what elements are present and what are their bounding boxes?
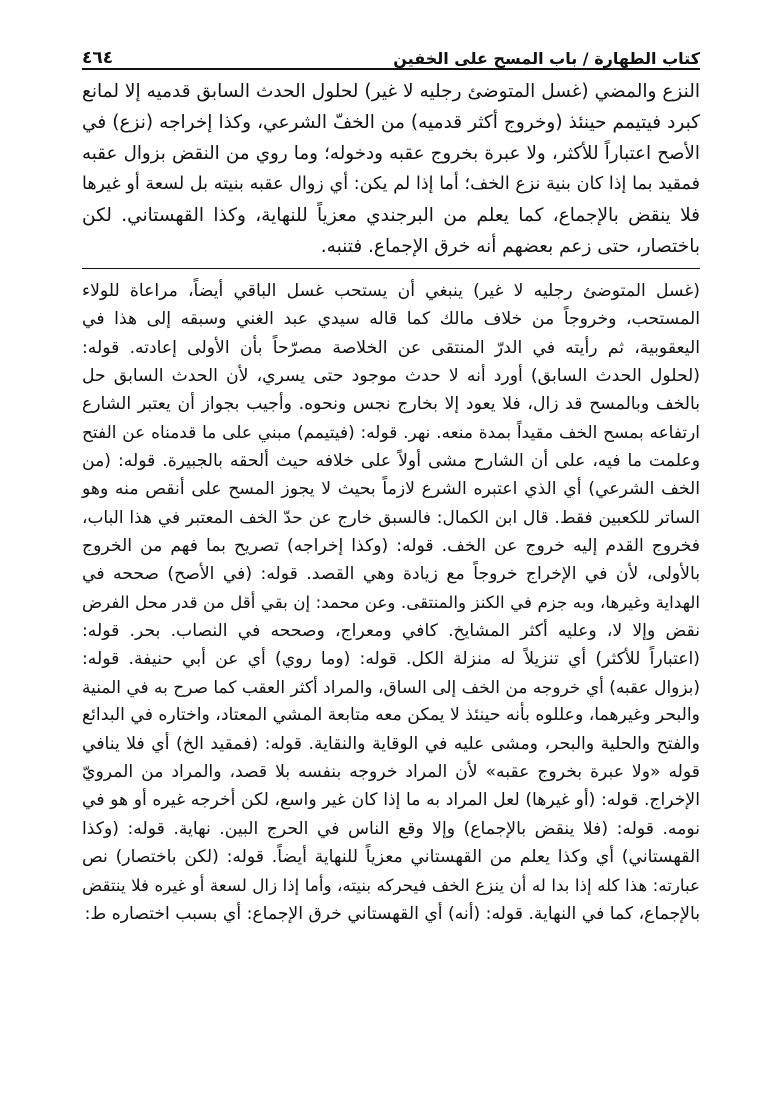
- commentary-line: قوله «ولا عبرة بخروج عقبه» لأن المراد خروجه بنفسه بلا قصد، والمراد من المرويّ: [82, 762, 700, 783]
- commentary-line: الخف الشرعي) أي الذي اعتبره الشرع لازماً بحيث لا يجوز المسح على أنقص منه وهو: [82, 479, 700, 500]
- commentary-line: الساتر للكعبين فقط. قال ابن الكمال: فالسبق خارج عن حدّ الخف المعتبر في هذا الباب،: [82, 507, 700, 528]
- commentary-line: بالأولى، لأن في الإخراج خروجاً مع زيادة وهي القصد. قوله: (في الأصح) صححه في: [82, 563, 700, 584]
- commentary-line: الإخراج. قوله: (أو غيرها) لعل المراد به ما إذا كان غير واسع، لكن أخرجه غيره أو هو في: [82, 790, 700, 811]
- page-number: ٤٦٤: [82, 48, 114, 68]
- commentary-line: ارتفاعه بمسح الخف مقيداً بمدة منعه. نهر. قوله: (فيتيمم) مبني على ما قدمناه عن الفتح: [82, 422, 700, 443]
- commentary-line: (لحلول الحدث السابق) أورد أنه لا حدث موجود حتى يسري، لأن الحدث السابق حل: [82, 365, 700, 386]
- commentary-line: (اعتباراً للأكثر) أي تنزيلاً له منزلة الكل. قوله: (وما روي) أي عن أبي حنيفة. قوله:: [82, 648, 700, 669]
- commentary-line: نقض وإلا لا، وعليه أكثر المشايخ. كافي ومعراج، وصححه في النصاب. بحر. قوله:: [82, 620, 700, 641]
- commentary-line: اليعقوبية، ثم رأيته في الدرّ المنتقى عن الخلاصة مصرّحاً بأن الأولى إعادته. قوله:: [82, 337, 700, 358]
- commentary-line: وعلمت ما فيه، على أن الشارح مشى أولاً على خلافه حيث ألحقه بالجبيرة. قوله: (من: [82, 450, 700, 471]
- commentary-line: نومه. قوله: (فلا ينقض بالإجماع) وإلا وقع الناس في الحرج البين. نهاية. قوله: (وكذا: [82, 818, 700, 839]
- running-title: كتاب الطهارة / باب المسح على الخفين: [393, 49, 700, 68]
- commentary-line: (بزوال عقبه) أي خروجه من الخف إلى الساق، والمراد أكثر العقب كما صرح به في المنية: [82, 677, 700, 698]
- commentary-line: (غسل المتوضئ رجليه لا غير) ينبغي أن يستحب غسل الباقي أيضاً، مراعاة للولاء: [82, 281, 700, 301]
- commentary-line: والبحر وغيرهما، وعللوه بأنه حينئذ لا يمكن معه متابعة المشي المعتاد، واختاره في البدائع: [82, 705, 700, 726]
- commentary-line: عبارته: هذا كله إذا بدا له أن ينزع الخف فيحركه بنيته، وأما إذا زال لسعة أو غيره فلا ينتقض: [82, 875, 700, 896]
- main-text: [82, 76, 700, 262]
- main-text-line: النزع والمضي (غسل المتوضئ رجليه لا غير) لحلول الحدث السابق قدميه إلا لمانع: [82, 81, 700, 102]
- commentary-line: فخروج القدم إليه خروج عن الخف. قوله: (وكذا إخراجه) تصريح بما فهم من الخروج: [82, 535, 700, 556]
- commentary-line: الهداية وغيرها، وبه جزم في الكنز والمنتقى. وعن محمد: إن بقي أقل من قدر محل الفرض: [82, 592, 700, 613]
- main-text-line: فمقيد بما إذا كان بنية نزع الخف؛ أما إذا لم يكن: أي زوال عقبه بنيته بل لسعة أو غيرها: [82, 174, 700, 194]
- main-text-line: فلا ينقض بالإجماع، كما يعلم من البرجندي معزياً للنهاية، وكذا القهستاني. لكن: [82, 205, 700, 226]
- commentary-line: والفتح والحلية والبحر، ومشى عليه في الوقاية والنقاية. قوله: (فمقيد الخ) أي فلا ينافي: [82, 733, 700, 754]
- commentary-line: المستحب، وخروجاً من خلاف مالك كما قاله سيدي عبد الغني وسبقه إلى هذا في: [82, 309, 700, 330]
- commentary-line: بالخف وبالمسح قد زال، فلا يعود إلا بخارج نجس ونحوه. وأجيب بجواز أن يعتبر الشارع: [82, 394, 700, 415]
- main-text-line: باختصار، حتى زعم بعضهم أنه خرق الإجماع. فتنبه.: [320, 236, 700, 257]
- main-text-line: كبرد فيتيمم حينئذ (وخروج أكثر قدميه) من الخفّ الشرعي، وكذا إخراجه (نزع) في: [82, 112, 700, 133]
- page-header: [82, 30, 700, 70]
- commentary-text: [82, 277, 700, 928]
- section-divider: [82, 268, 700, 269]
- commentary-line: بالإجماع، كما في النهاية. قوله: (أنه) أي القهستاني خرق الإجماع: أي بسبب اختصاره ط:: [84, 903, 700, 924]
- commentary-line: القهستاني) أي وكذا يعلم من القهستاني معزياً للنهاية أيضاً. قوله: (لكن باختصار) نص: [82, 846, 700, 867]
- main-text-line: الأصح اعتباراً للأكثر، ولا عبرة بخروج عقبه ودخوله؛ وما روي من النقض بزوال عقبه: [82, 143, 700, 164]
